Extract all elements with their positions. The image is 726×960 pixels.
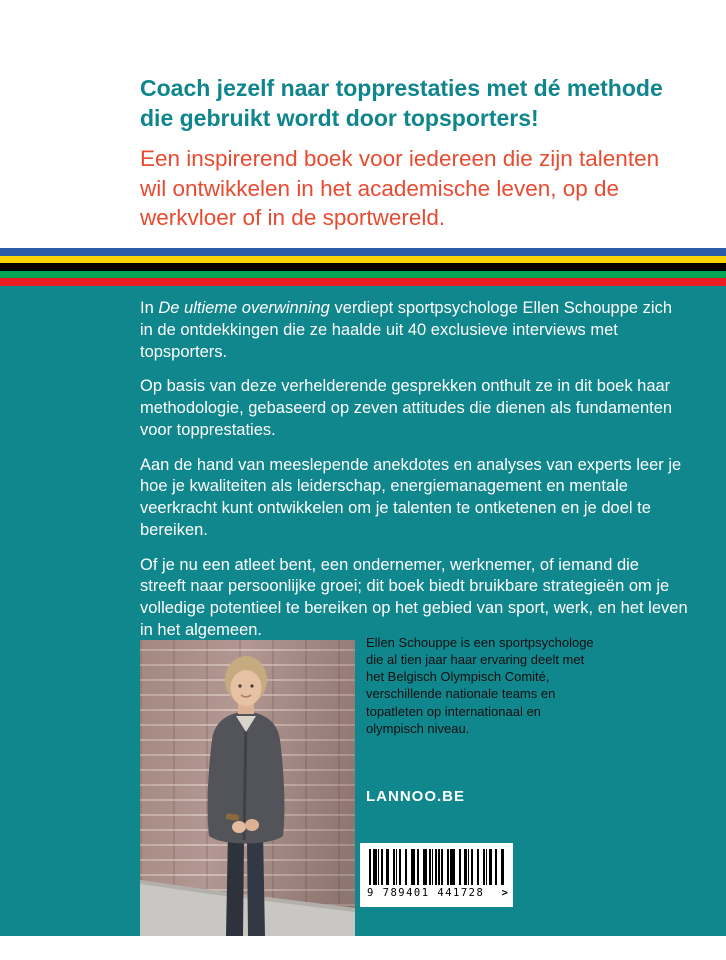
paragraph-anecdotes: Aan de hand van meeslepende anekdotes en analyses van experts leer je hoe je kwaliteiten als leiderschap, energiemanagement en mentale veerkracht kunt ontwikkelen om je talenten te ontketenen en je doel te bereiken. (140, 455, 682, 539)
face (231, 670, 262, 706)
book-title: De ultieme overwinning (158, 299, 330, 317)
leg-left (226, 832, 244, 936)
stripe-red (0, 278, 726, 286)
leg-right (247, 832, 265, 936)
publisher-url: LANNOO.BE (366, 788, 465, 805)
hand-left (232, 821, 246, 833)
author-bio: Ellen Schouppe is een sportpsychologe die al tien jaar haar ervaring deelt met het Belgisch Olympisch Comité, verschillende nationale teams en topatleten op internationaal en olympisch niveau. (366, 635, 594, 736)
subheadline: Een inspirerend boek voor iedereen die zijn talenten wil ontwikkelen in het academische leven, op de werkvloer of in de sportwereld. (140, 146, 660, 231)
hand-right (245, 819, 259, 831)
barcode-arrow: > (501, 887, 508, 899)
intro-rest: verdiept sportpsychologe Ellen Schouppe zich in de ontdekkingen die ze haalde uit 40 exclusieve interviews met topsporters. (140, 299, 673, 361)
author-photo-illustration (140, 640, 355, 936)
barcode-number-row (360, 887, 513, 899)
headline: Coach jezelf naar topprestaties met dé methode die gebruikt wordt door topsporters! (140, 75, 663, 131)
intro-paragraph (140, 298, 688, 363)
paragraph-audience: Of je nu een atleet bent, een ondernemer, werknemer, of iemand die streeft naar persoonlijke groei; dit boek biedt bruikbare strategieën om je volledige potentieel te bereiken op het gebied van sport, werk, en het leven in het algemeen. (140, 555, 688, 639)
paragraph-method: Op basis van deze verhelderende gesprekken onthult ze in dit boek haar methodologie, gebaseerd op zeven attitudes die dienen als fundamenten voor topprestaties. (140, 377, 673, 439)
stripe-green (0, 271, 726, 279)
stripe-black (0, 263, 726, 271)
author-photo (140, 640, 355, 936)
stripe-blue (0, 248, 726, 256)
barcode (360, 843, 513, 907)
stripe-band (0, 248, 726, 286)
body-copy (140, 298, 688, 655)
intro-prefix: In (140, 299, 159, 317)
teal-section (0, 286, 726, 936)
barcode-bars (369, 849, 504, 885)
barcode-number: 9 789401 441728 (367, 887, 485, 899)
cardigan-opening (244, 718, 246, 840)
eye-right (250, 684, 253, 687)
eye-left (238, 684, 241, 687)
stripe-yellow (0, 256, 726, 264)
